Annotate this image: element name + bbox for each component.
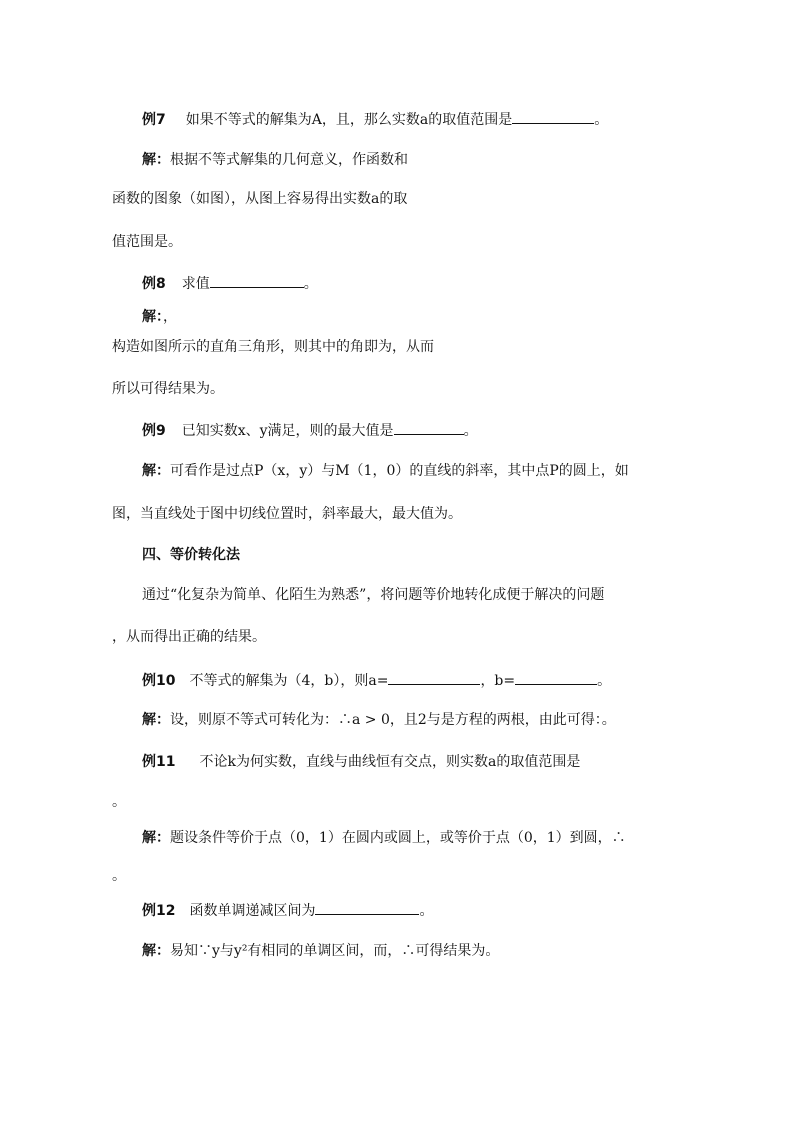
ex10-text: 不等式的解集为（4，b），则a=: [189, 673, 389, 689]
ex8-text: 求值: [181, 276, 210, 292]
ex9-sol-label: 解：: [142, 463, 170, 479]
ex10-solution-line1: [142, 710, 616, 730]
ex10-answer-blank-b: [515, 670, 597, 685]
ex9-solution-line1: [142, 461, 629, 481]
ex7-question: [142, 109, 608, 130]
ex12-end: 。: [419, 903, 434, 919]
ex8-question: [142, 273, 318, 294]
ex9-text: 已知实数x、y满足，则的最大值是: [181, 423, 394, 439]
ex10-question: [142, 670, 611, 691]
ex8-solution-line1: [142, 307, 177, 327]
ex10-label: 例10: [142, 673, 176, 689]
ex11-label: 例11: [142, 754, 176, 770]
ex7-sol-label: 解：: [142, 152, 170, 168]
ex12-sol-label: 解：: [142, 943, 170, 959]
ex7-sol-text1: 根据不等式解集的几何意义，作函数和: [170, 152, 408, 168]
ex11-text: 不论k为何实数，直线与曲线恒有交点，则实数a的取值范围是: [199, 754, 581, 770]
ex10-text-between: ，b=: [480, 673, 516, 689]
ex7-solution-line1: [142, 150, 408, 170]
ex7-end: 。: [594, 112, 609, 128]
section4-para-line1: 通过“化复杂为简单、化陌生为熟悉”，将问题等价地转化成便于解决的问题: [142, 587, 605, 603]
ex8-answer-blank: [210, 273, 304, 288]
section4-heading: 四、等价转化法: [142, 547, 240, 563]
ex11-sol-text1: 题设条件等价于点（0，1）在圆内或圆上，或等价于点（0，1）到圆，∴: [170, 830, 626, 846]
ex9-solution-line2: 图，当直线处于图中切线位置时，斜率最大，最大值为。: [112, 506, 462, 522]
ex8-label: 例8: [142, 276, 166, 292]
ex9-end: 。: [463, 423, 478, 439]
ex8-solution-line2: 构造如图所示的直角三角形，则其中的角即为，从而: [112, 339, 434, 355]
section4-para-line2: ，从而得出正确的结果。: [112, 629, 266, 645]
ex10-sol-label: 解：: [142, 712, 170, 728]
ex9-label: 例9: [142, 423, 166, 439]
ex9-sol-text1: 可看作是过点P（x，y）与M（1，0）的直线的斜率，其中点P的圆上，如: [170, 463, 629, 479]
ex11-question-line2: 。: [112, 794, 126, 810]
ex12-sol-text1: 易知∵y与y²有相同的单调区间，而，∴可得结果为。: [170, 943, 500, 959]
ex12-text: 函数单调递减区间为: [189, 903, 316, 919]
ex9-answer-blank: [394, 420, 464, 435]
ex11-solution-line1: [142, 828, 626, 848]
ex12-label: 例12: [142, 903, 176, 919]
ex8-sol-text1: ，: [163, 309, 177, 325]
ex11-question: [142, 752, 580, 772]
ex11-solution-line2: 。: [112, 868, 126, 884]
ex8-end: 。: [303, 276, 318, 292]
ex12-answer-blank: [315, 900, 419, 915]
ex10-answer-blank-a: [388, 670, 480, 685]
ex12-question: [142, 900, 433, 921]
ex7-answer-blank: [512, 109, 594, 124]
ex7-solution-line3: 值范围是。: [112, 234, 182, 250]
ex11-sol-label: 解：: [142, 830, 170, 846]
ex10-sol-text1: 设，则原不等式可转化为：∴a > 0，且2与是方程的两根，由此可得：。: [170, 712, 616, 728]
ex8-sol-label: 解：: [142, 309, 163, 325]
ex7-solution-line2: 函数的图象（如图），从图上容易得出实数a的取: [112, 191, 408, 207]
ex12-solution-line1: [142, 941, 499, 961]
ex7-text: 如果不等式的解集为A，且，那么实数a的取值范围是: [185, 112, 513, 128]
ex9-question: [142, 420, 478, 441]
ex8-solution-line3: 所以可得结果为。: [112, 381, 224, 397]
ex10-end: 。: [597, 673, 612, 689]
ex7-label: 例7: [142, 112, 166, 128]
